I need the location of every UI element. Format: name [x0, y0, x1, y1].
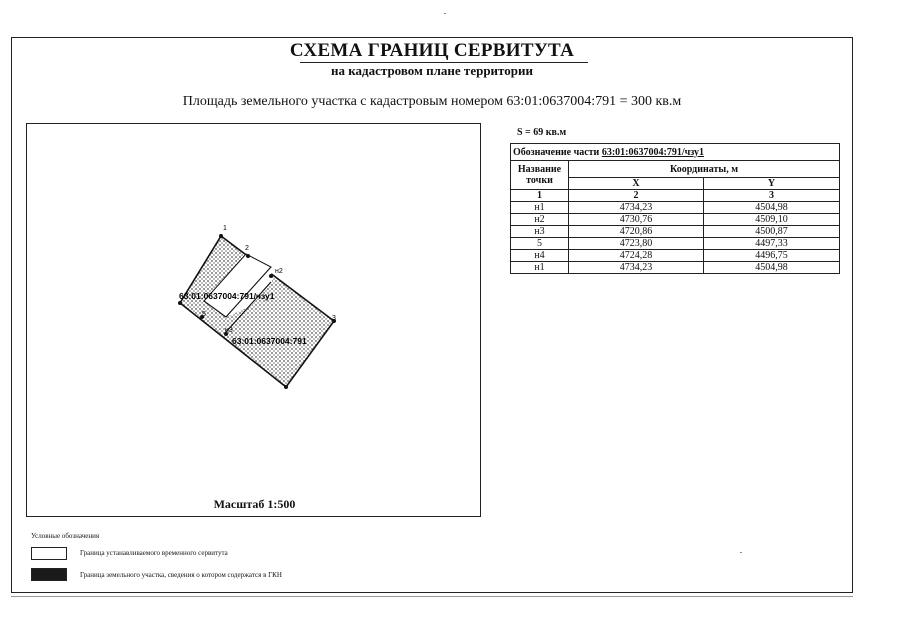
row-x: 4734,23: [569, 262, 704, 274]
col-x: X: [569, 178, 704, 190]
table-row: [511, 214, 840, 226]
coordinates-table: [510, 143, 840, 274]
legend-swatch-parcel: [31, 568, 67, 581]
table-row: [511, 202, 840, 214]
part-designation-prefix: Обозначение части: [513, 146, 602, 158]
row-x: 4723,80: [569, 238, 704, 250]
col-num-1: 1: [511, 190, 569, 202]
map-scale: Масштаб 1:500: [213, 497, 296, 511]
table-header-row: [511, 161, 840, 178]
legend-text-parcel: Граница земельного участка, сведения о котором содержатся в ГКН: [80, 571, 282, 579]
table-part-row: [511, 144, 840, 161]
map-panel: [26, 123, 481, 517]
cadastral-map: [27, 124, 482, 518]
row-y: 4504,98: [704, 202, 840, 214]
point-label-1: 1: [223, 225, 227, 232]
part-designation-cell: [511, 144, 840, 161]
row-point: н1: [511, 262, 569, 274]
col-y: Y: [704, 178, 840, 190]
table-colnum-row: [511, 190, 840, 202]
row-point: н4: [511, 250, 569, 262]
row-x: 4724,28: [569, 250, 704, 262]
col-num-3: 3: [704, 190, 840, 202]
point-left-marker: [178, 301, 182, 305]
point-bottom-marker: [284, 385, 288, 389]
page-title: СХЕМА ГРАНИЦ СЕРВИТУТА: [289, 40, 575, 61]
row-x: 4730,76: [569, 214, 704, 226]
legend-title: Условные обозначения: [31, 532, 100, 540]
point-label-n2: н2: [275, 268, 283, 275]
scan-speck: [444, 13, 446, 14]
col-num-2: 2: [569, 190, 704, 202]
col-point-name: Название точки: [511, 161, 569, 190]
row-x: 4734,23: [569, 202, 704, 214]
point-label-n3: н3: [225, 327, 233, 334]
row-y: 4500,87: [704, 226, 840, 238]
point-n2-marker: [269, 274, 273, 278]
row-point: н1: [511, 202, 569, 214]
point-label-5: 5: [202, 311, 206, 318]
row-point: 5: [511, 238, 569, 250]
point-label-2: 2: [245, 245, 249, 252]
row-x: 4720,86: [569, 226, 704, 238]
legend-text-servitude: Граница устанавливаемого временного сервитута: [80, 549, 228, 557]
legend-swatch-servitude: [31, 547, 67, 560]
table-row: [511, 262, 840, 274]
table-row: [511, 238, 840, 250]
row-y: 4504,98: [704, 262, 840, 274]
table-row: [511, 226, 840, 238]
row-y: 4509,10: [704, 214, 840, 226]
row-y: 4497,33: [704, 238, 840, 250]
point-label-3: 3: [332, 315, 336, 322]
col-coords: Координаты, м: [569, 161, 840, 178]
parcel-label: 63:01:0637004:791: [232, 336, 307, 346]
part-designation-number: 63:01:0637004:791/чзу1: [601, 146, 705, 158]
bottom-rule: [11, 596, 853, 597]
servitude-area-label: S = 69 кв.м: [517, 127, 567, 138]
table-row: [511, 250, 840, 262]
row-y: 4496,75: [704, 250, 840, 262]
point-2-marker: [246, 254, 250, 258]
parcel-area-line: Площадь земельного участка с кадастровым номером 63:01:0637004:791 = 300 кв.м: [182, 94, 682, 109]
servitude-label: 63:01:0637004:791/чзу1: [179, 291, 275, 301]
row-point: н2: [511, 214, 569, 226]
point-1-marker: [219, 234, 223, 238]
page-subtitle: на кадастровом плане территории: [331, 63, 533, 78]
scan-speck: [740, 552, 742, 553]
row-point: н3: [511, 226, 569, 238]
